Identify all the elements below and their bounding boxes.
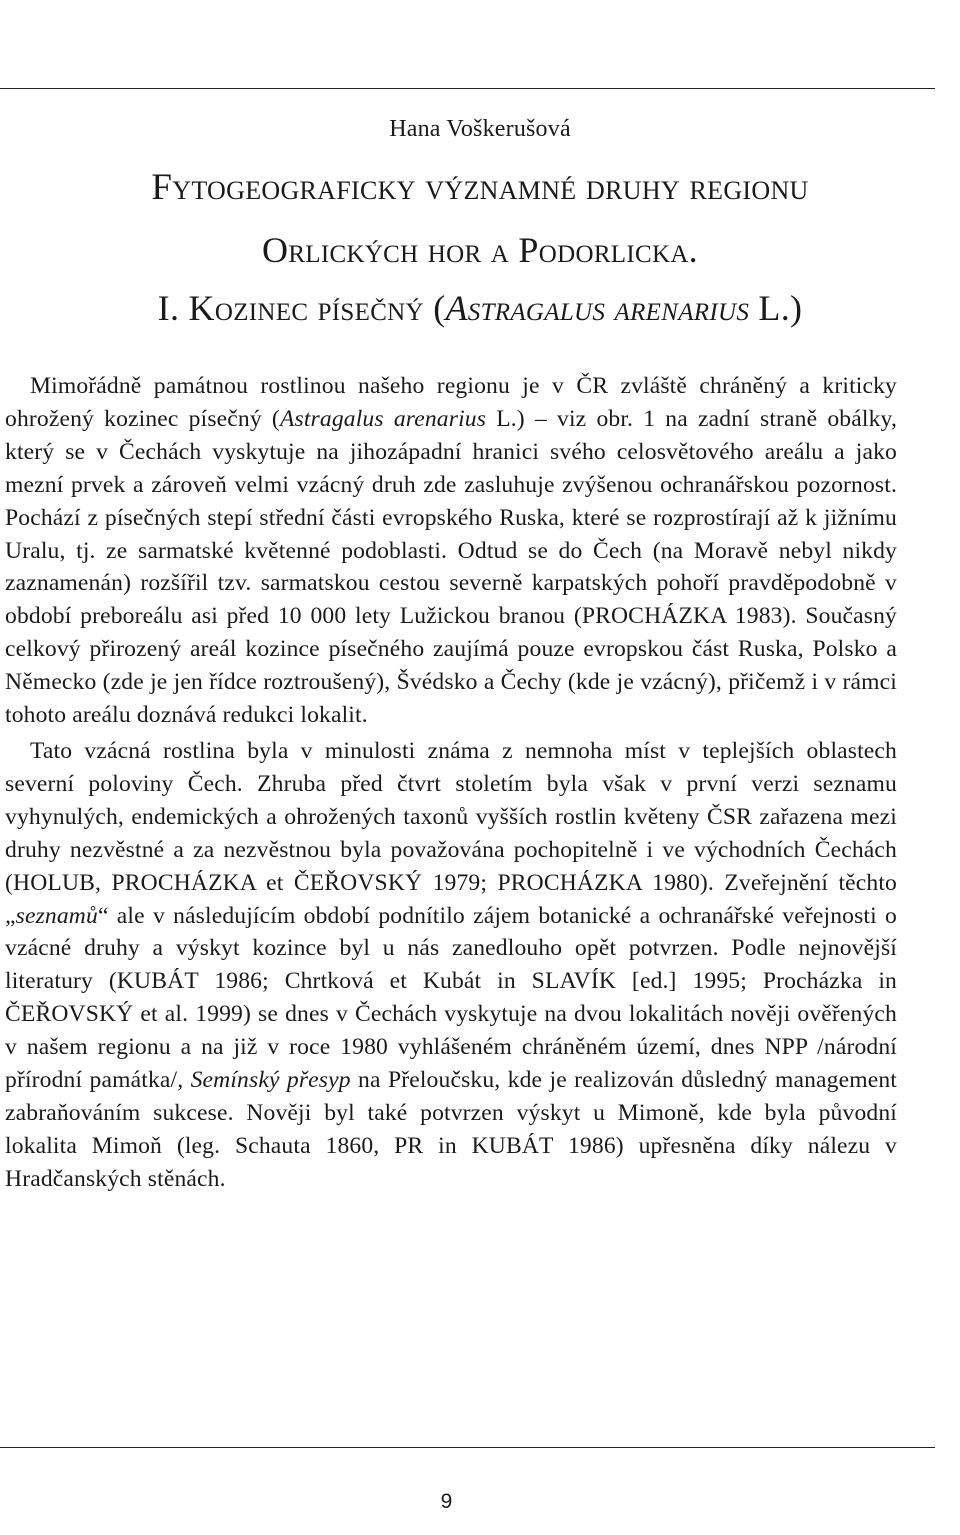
article-body (5, 370, 897, 1196)
paragraph-1 (5, 370, 897, 732)
paragraph-1-text-b: L.) – viz obr. 1 na zadní straně obálky, který se v Čechách vyskytuje na jihozápadní hranici svého celosvětového areálu a jako mezní prvek a zároveň velmi vzácný druh zde zasluhuje zvýšenou ochranářskou pozornost. Pochází z písečných stepí střední části evropského Ruska, které se rozprostírají až k jižnímu Uralu, tj. ze sarmatské květenné podoblasti. Odtud se do Čech (na Moravě nebyl nikdy zaznamenán) rozšířil tzv. sarmatskou cestou severně karpatských pohoří pravděpodobně v období preboreálu asi před 10 000 lety Lužickou branou (PROCHÁZKA 1983). Současný celkový přirozený areál kozince písečného zaujímá pouze evropskou část Ruska, Polsko a Německo (zde je jen řídce roztroušený), Švédsko a Čechy (kde je vzácný), přičemž i v rámci tohoto areálu doznává redukci lokalit. (5, 405, 897, 729)
paragraph-2-text-b: “ ale v následujícím období podnítilo zájem botanické a ochranářské veřejnosti o vzácné druhy a výskyt kozince byl u nás zanedlouho opět potvrzen. Podle nejnovější literatury (KUBÁT 1986; Chrtková et Kubát in SLAVÍK [ed.] 1995; Procházka in ČEŘOVSKÝ et al. 1999) se dnes v Čechách vyskytuje na dvou lokalitách nověji ověřených v našem regionu a na již v roce 1980 vyhlášeném chráněném území, dnes NPP /národní přírodní památka/, (5, 902, 897, 1094)
seminsky-presyp-italic: Semínský přesyp (190, 1067, 351, 1094)
title-line-3-prefix: I. Kozinec písečný ( (157, 288, 446, 328)
page-number: 9 (440, 1490, 453, 1513)
author-name: Hana Voškerušová (389, 116, 571, 142)
title-line-3-suffix: L.) (749, 288, 803, 328)
bottom-rule (0, 1447, 935, 1448)
top-rule (0, 88, 935, 89)
species-name-italic: Astragalus arenarius (279, 405, 487, 432)
paragraph-1-text-a: Mimořádně památnou rostlinou našeho regionu je v ČR zvláště chráněný a kriticky ohrožený kozinec písečný ( (5, 373, 897, 432)
article-title-line-3 (0, 287, 960, 329)
paragraph-2 (5, 735, 897, 1196)
paragraph-2-text-a: Tato vzácná rostlina byla v minulosti známa z nemnoha míst v teplejších oblastech severní poloviny Čech. Zhruba před čtvrt stoletím byla však v první verzi seznamu vyhynulých, endemických a ohrožených taxonů vyšších rostlin květeny ČSR zařazena mezi druhy nezvěstné a za nezvěstnou byla považována pochopitelně i ve východních Čechách (HOLUB, PROCHÁZKA et ČEŘOVSKÝ 1979; PROCHÁZKA 1980). Zveřejnění těchto „ (5, 737, 897, 929)
article-title-line-2: Orlických hor a Podorlicka. (262, 230, 698, 270)
title-species-name: Astragalus arenarius (445, 288, 750, 328)
article-title-line-1: Fytogeograficky významné druhy regionu (151, 167, 809, 208)
paragraph-2-text-c: na Přeloučsku, kde je realizován důsledný management zabraňováním sukcese. Nověji byl také potvrzen výskyt u Mimoně, kde byla původní lokalita Mimoň (leg. Schauta 1860, PR in KUBÁT 1986) upřesněna díky nálezu v Hradčanských stěnách. (5, 1067, 897, 1192)
seznamu-italic: seznamů (15, 902, 98, 929)
